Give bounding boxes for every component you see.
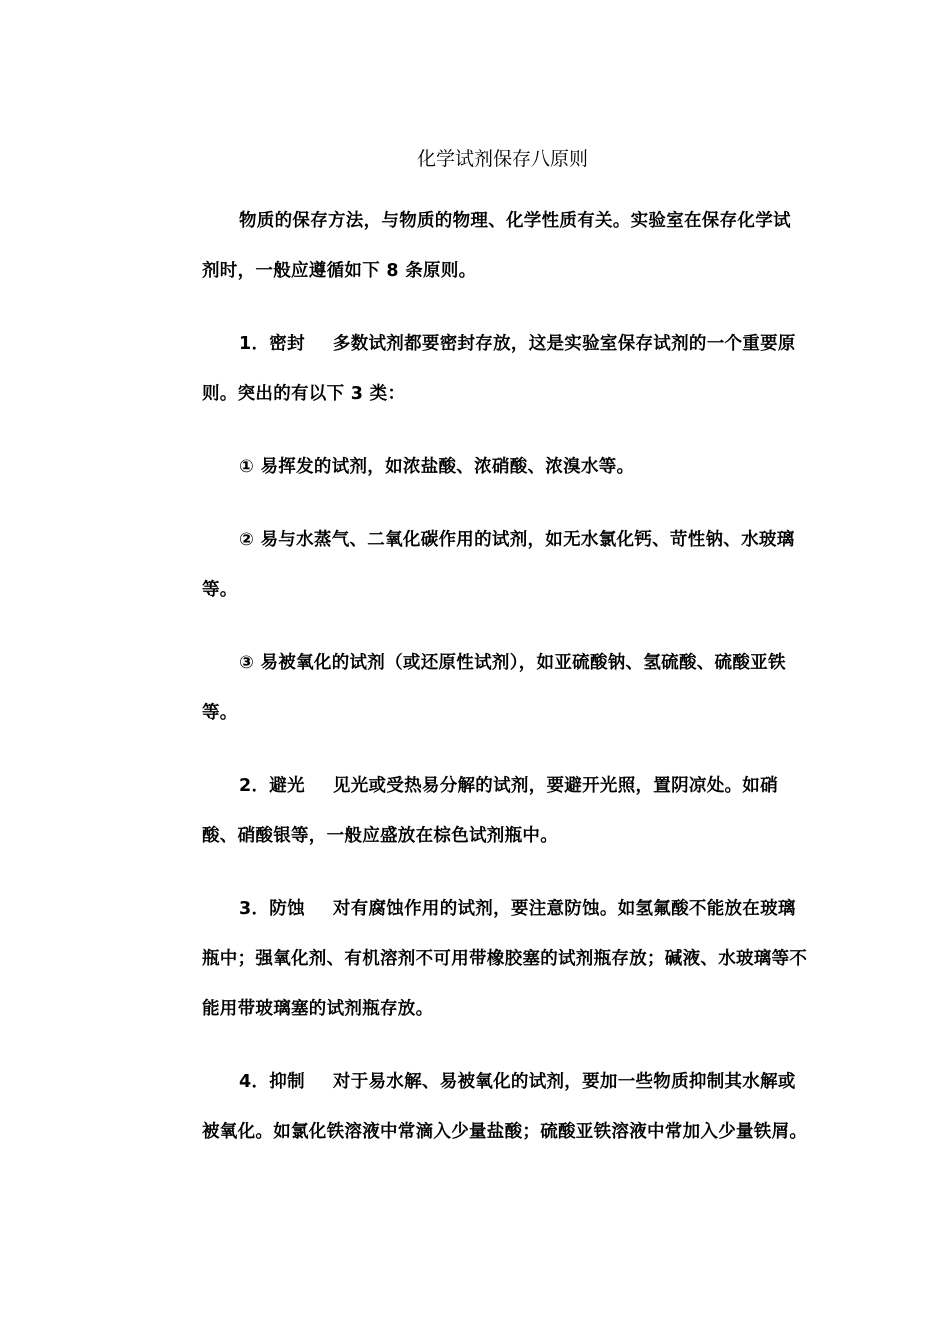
seal-item-moisture [202,515,808,615]
section-heading: 4．抑制 [239,1072,305,1092]
section-heading: 1．密封 [239,334,305,354]
section-seal [202,319,808,419]
section-light [202,761,808,861]
seal-item-volatile [202,442,808,492]
section-inhibit [202,1057,808,1157]
section-text: 对于易水解、易被氧化的试剂，要加一些物质抑制其水解或被氧化。如氯化铁溶液中常滴入少量盐酸；硫酸亚铁溶液中常加入少量铁屑。 [202,1072,808,1142]
item-text: ① 易挥发的试剂，如浓盐酸、浓硝酸、浓溴水等。 [239,457,635,477]
section-text: 对有腐蚀作用的试剂，要注意防蚀。如氢氟酸不能放在玻璃瓶中；强氧化剂、有机溶剂不可用带橡胶塞的试剂瓶存放；碱液、水玻璃等不能用带玻璃塞的试剂瓶存放。 [202,899,808,1019]
section-heading: 3．防蚀 [239,899,305,919]
intro-paragraph: 物质的保存方法，与物质的物理、化学性质有关。实验室在保存化学试剂时，一般应遵循如下 8 条原则。 [202,211,791,281]
item-text: ② 易与水蒸气、二氧化碳作用的试剂，如无水氯化钙、苛性钠、水玻璃等。 [202,530,795,600]
section-heading: 2．避光 [239,776,305,796]
document-title: 化学试剂保存八原则 [416,148,588,170]
section-text: 见光或受热易分解的试剂，要避开光照，置阴凉处。如硝酸、硝酸银等，一般应盛放在棕色试剂瓶中。 [202,776,778,846]
section-corrosion [202,884,808,1034]
item-text: ③ 易被氧化的试剂（或还原性试剂），如亚硫酸钠、氢硫酸、硫酸亚铁等。 [202,653,786,723]
document-body [202,196,808,1180]
seal-item-oxidizable [202,638,808,738]
section-text: 多数试剂都要密封存放，这是实验室保存试剂的一个重要原则。突出的有以下 3 类： [202,334,796,404]
